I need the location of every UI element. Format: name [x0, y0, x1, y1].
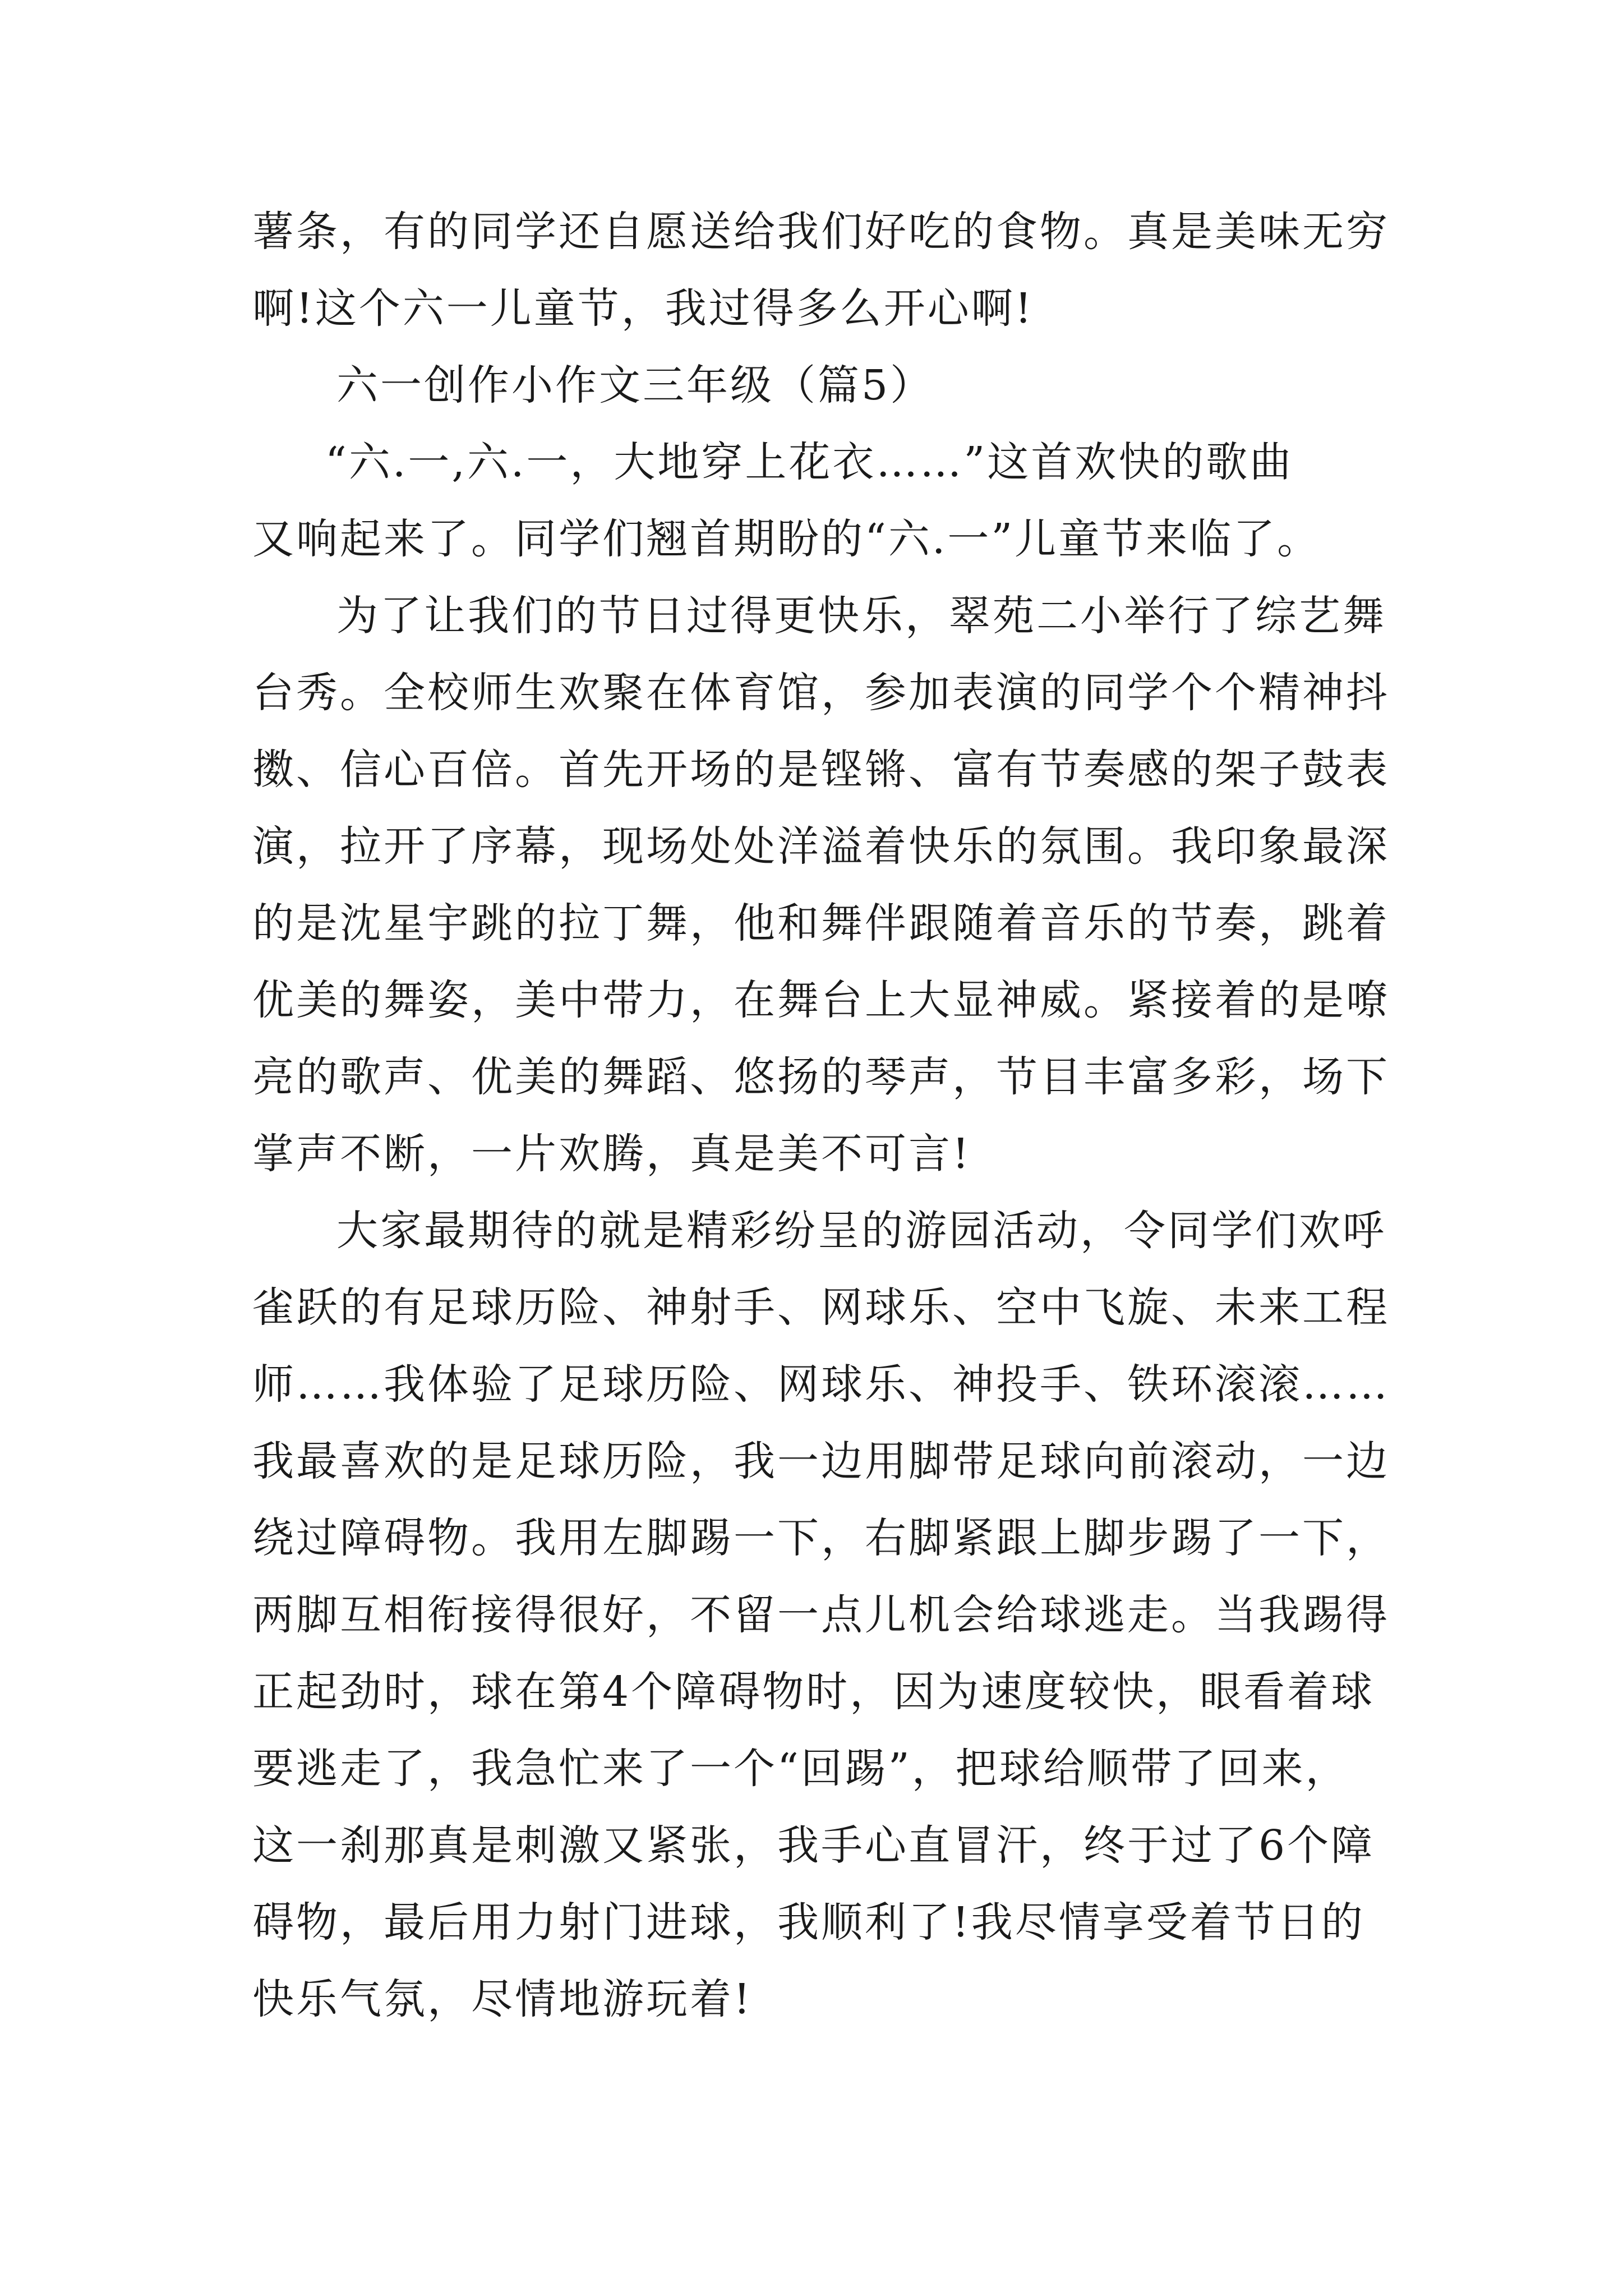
text-line: 碍物，最后用力射门进球，我顺利了!我尽情享受着节日的 — [252, 1898, 1365, 1947]
text-line: 要逃走了，我急忙来了一个“回踢”，把球给顺带了回来， — [252, 1745, 1349, 1793]
text-line: 优美的舞姿，美中带力，在舞台上大显神威。紧接着的是嘹 — [252, 976, 1390, 1024]
paragraph-start-line: “六.一,六.一，大地穿上花衣……”这首欢快的歌曲 — [325, 438, 1294, 486]
text-line: 正起劲时，球在第4个障碍物时，因为速度较快，眼看着球 — [252, 1668, 1375, 1716]
text-line: 雀跃的有足球历险、神射手、网球乐、空中飞旋、未来工程 — [252, 1283, 1390, 1332]
text-line: 薯条，有的同学还自愿送给我们好吃的食物。真是美味无穷 — [252, 208, 1390, 256]
text-line: 这一刹那真是刺激又紧张，我手心直冒汗，终于过了6个障 — [252, 1821, 1375, 1870]
text-line: 掌声不断，一片欢腾，真是美不可言! — [252, 1130, 971, 1178]
text-line: 快乐气氛，尽情地游玩着! — [252, 1975, 753, 2023]
text-line: 啊!这个六一儿童节，我过得多么开心啊! — [252, 284, 1034, 333]
paragraph-start-line: 为了让我们的节日过得更快乐，翠苑二小举行了综艺舞 — [336, 592, 1386, 640]
text-line: 台秀。全校师生欢聚在体育馆，参加表演的同学个个精神抖 — [252, 669, 1390, 717]
text-line: 我最喜欢的是足球历险，我一边用脚带足球向前滚动，一边 — [252, 1437, 1390, 1485]
essay-body — [252, 194, 1390, 2038]
text-line: 绕过障碍物。我用左脚踢一下，右脚紧跟上脚步踢了一下， — [252, 1514, 1390, 1562]
text-line: 两脚互相衔接得很好，不留一点儿机会给球逃走。当我踢得 — [252, 1591, 1390, 1639]
section-title: 六一创作小作文三年级（篇5） — [336, 361, 934, 409]
text-line: 擞、信心百倍。首先开场的是铿锵、富有节奏感的架子鼓表 — [252, 746, 1390, 794]
text-line: 演，拉开了序幕，现场处处洋溢着快乐的氛围。我印象最深 — [252, 822, 1390, 871]
paragraph-start-line: 大家最期待的就是精彩纷呈的游园活动，令同学们欢呼 — [336, 1207, 1386, 1255]
text-line: 的是沈星宇跳的拉丁舞，他和舞伴跟随着音乐的节奏，跳着 — [252, 899, 1390, 947]
text-line: 亮的歌声、优美的舞蹈、悠扬的琴声，节目丰富多彩，场下 — [252, 1053, 1390, 1101]
text-line: 师……我体验了足球历险、网球乐、神投手、铁环滚滚…… — [252, 1360, 1390, 1409]
text-line: 又响起来了。同学们翘首期盼的“六.一”儿童节来临了。 — [252, 515, 1321, 563]
